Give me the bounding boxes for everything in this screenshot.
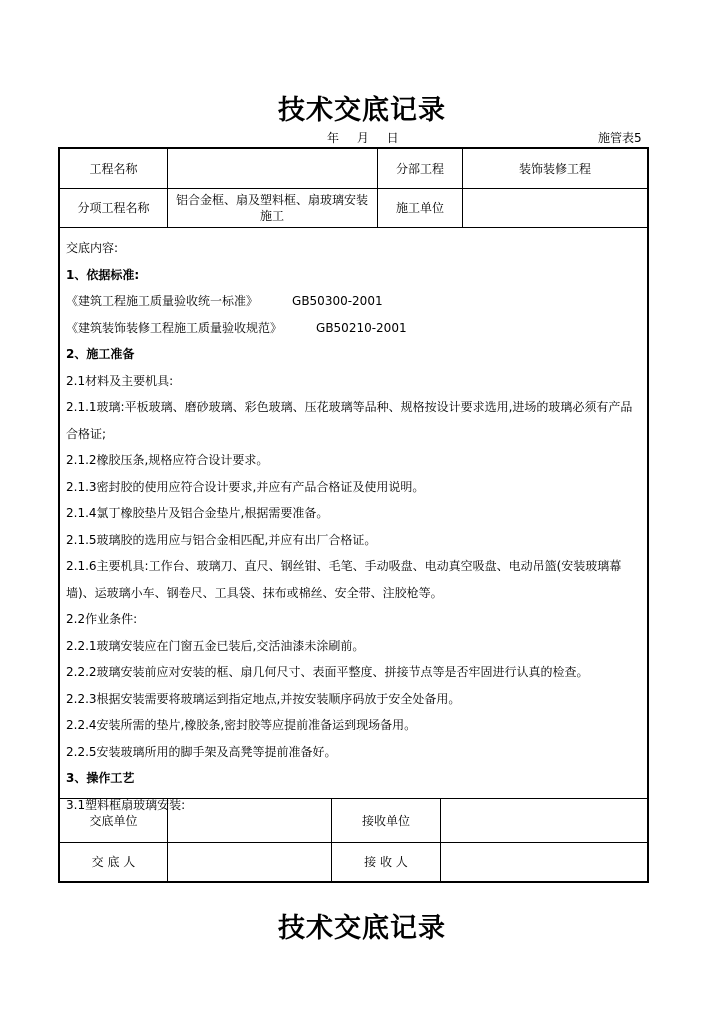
page-title-next: 技术交底记录 — [278, 913, 446, 944]
content-intro: 交底内容: — [66, 241, 119, 255]
paragraph: 2.1材料及主要机具: — [66, 373, 174, 388]
paragraph: 2.2.1玻璃安装应在门窗五金已装后,交活油漆未涂刷前。 — [66, 638, 365, 653]
standard-1 — [66, 288, 641, 315]
section-3-heading: 3、操作工艺 — [66, 771, 135, 785]
page-title: 技术交底记录 — [278, 95, 446, 126]
paragraph: 2.1.4氯丁橡胶垫片及铝合金垫片,根据需要准备。 — [66, 506, 329, 520]
receiving-unit-label: 接收单位 — [361, 813, 410, 828]
construction-unit-label: 施工单位 — [395, 201, 444, 215]
date-line: 年 月 日 — [327, 131, 399, 145]
paragraph: 2.1.5玻璃胶的选用应与铝合金相匹配,并应有出厂合格证。 — [66, 532, 377, 547]
handover-unit-field[interactable] — [168, 799, 331, 842]
standard-2 — [66, 315, 641, 342]
item-name-value: 铝合金框、扇及塑料框、扇玻璃安装施工 — [175, 193, 368, 223]
paragraph: 2.2.5安装玻璃所用的脚手架及高凳等提前准备好。 — [66, 744, 337, 759]
form-number: 施管表5 — [598, 131, 642, 145]
paragraph: 2.2.3根据安装需要将玻璃运到指定地点,并按安装顺序码放于安全处备用。 — [66, 691, 461, 706]
paragraph: 2.2.4安装所需的垫片,橡胶条,密封胶等应提前准备运到现场备用。 — [66, 718, 417, 732]
receiver-label: 接 收 人 — [364, 855, 408, 869]
row-divider — [60, 227, 647, 228]
paragraph: 2.2作业条件: — [66, 612, 138, 626]
paragraph: 2.1.6主要机具:工作台、玻璃刀、直尺、钢丝钳、毛笔、手动吸盘、电动真空吸盘、电动吊篮(安装玻璃幕墙)、运玻璃小车、钢卷尺、工具袋、抹布或棉丝、安全带、注胶枪等。 — [66, 559, 622, 600]
sub-project-value: 装饰装修工程 — [518, 161, 591, 176]
handover-person-label: 交 底 人 — [91, 855, 136, 869]
section-2-heading: 2、施工准备 — [66, 347, 135, 361]
paragraph: 3.1塑料框扇玻璃安装: — [66, 797, 186, 812]
paragraph: 2.1.2橡胶压条,规格应符合设计要求。 — [66, 453, 269, 467]
receiver-field[interactable] — [441, 843, 647, 881]
standard-name: 《建筑工程施工质量验收统一标准》 — [66, 294, 259, 308]
standard-code: GB50300-2001 — [292, 294, 383, 308]
handover-person-field[interactable] — [168, 843, 331, 881]
handover-unit-label: 交底单位 — [89, 813, 138, 828]
paragraph: 2.2.2玻璃安装前应对安装的框、扇几何尺寸、表面平整度、拼接节点等是否牢固进行认真的检查。 — [66, 665, 589, 679]
handover-content — [66, 235, 641, 818]
paragraph: 2.1.1玻璃:平板玻璃、磨砂玻璃、彩色玻璃、压花玻璃等品种、规格按设计要求选用,进场的玻璃必须有产品合格证; — [66, 400, 633, 441]
paragraph: 2.1.3密封胶的使用应符合设计要求,并应有产品合格证及使用说明。 — [66, 479, 425, 494]
section-1-heading: 1、依据标准: — [66, 267, 140, 282]
receiving-unit-field[interactable] — [441, 799, 647, 842]
standard-code: GB50210-2001 — [316, 320, 407, 335]
record-table — [58, 147, 649, 883]
standard-name: 《建筑装饰装修工程施工质量验收规范》 — [66, 320, 283, 335]
project-name-field[interactable] — [168, 149, 377, 188]
project-name-label: 工程名称 — [89, 161, 138, 176]
item-name-label: 分项工程名称 — [77, 201, 150, 215]
construction-unit-field[interactable] — [463, 189, 647, 227]
sub-project-label: 分部工程 — [395, 161, 444, 176]
